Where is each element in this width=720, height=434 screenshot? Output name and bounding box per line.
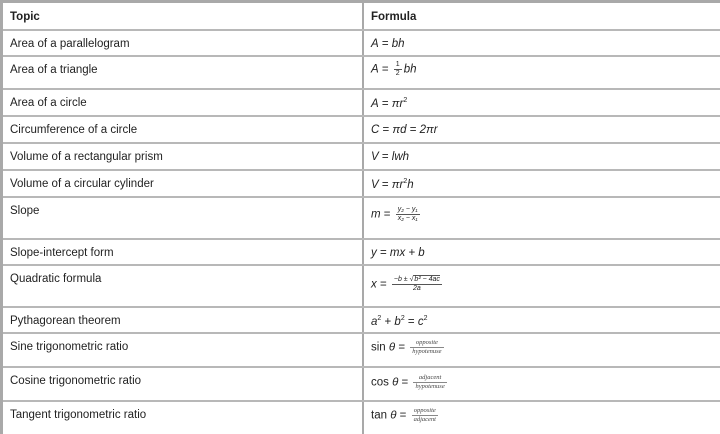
table-row	[3, 56, 720, 89]
table-row	[3, 170, 720, 197]
topic-cell: Slope	[3, 197, 363, 239]
table-row	[3, 367, 720, 401]
table-row	[3, 333, 720, 367]
formula-cell: $V = \pi r^2h$	[363, 170, 720, 197]
header-formula: Formula	[363, 3, 720, 30]
topic-cell: Area of a circle	[3, 89, 363, 116]
formula-cell: sin θ = $\frac{\text{opposite}}{\text{hypotenuse}}$	[363, 333, 720, 367]
fraction: $\frac{\text{opposite}}{\text{hypotenuse}}$	[412, 339, 442, 355]
topic-cell: Area of a triangle	[3, 56, 363, 89]
topic-cell: Quadratic formula	[3, 265, 363, 307]
topic-cell: Slope-intercept form	[3, 239, 363, 265]
formula-cell: C = πd = 2πr	[363, 116, 720, 143]
formula-cell: A = bh	[363, 30, 720, 56]
topic-cell: Circumference of a circle	[3, 116, 363, 143]
formula-cell: cos θ = $\frac{\text{adjacent}}{\text{hypotenuse}}$	[363, 367, 720, 401]
formula-cell: tan θ = $\frac{\text{opposite}}{\text{adjacent}}$	[371, 407, 436, 423]
table-row	[3, 401, 720, 434]
topic-cell: Tangent trigonometric ratio	[3, 401, 363, 434]
fraction: $\frac{\text{y₂ − y₁}}{\text{x₂ − x₁}}$	[397, 206, 418, 222]
fraction: $\frac{\text{−b ± √b² − 4ac}}{2a}$	[393, 276, 440, 292]
formula-cell: V = lwh	[363, 143, 720, 170]
table-row	[3, 307, 720, 333]
topic-cell: Volume of a rectangular prism	[3, 143, 363, 170]
formula-cell: $A = \pi r^2$	[363, 89, 720, 116]
topic-cell: Cosine trigonometric ratio	[3, 367, 363, 401]
formula-cell: x = $\frac{\text{−b ± √b² − 4ac}}{2a}$	[363, 265, 720, 307]
table-row	[3, 30, 720, 56]
fraction: $\frac{\text{opposite}}{\text{adjacent}}$	[413, 407, 436, 423]
formula-cell: m = $\frac{\text{y₂ − y₁}}{\text{x₂ − x₁}}$	[363, 197, 720, 239]
table-row	[3, 265, 720, 307]
header-topic: Topic	[3, 3, 363, 30]
fraction: $\frac{\text{adjacent}}{\text{hypotenuse}}$	[415, 374, 445, 390]
table-row	[3, 197, 720, 239]
table-header-row	[3, 3, 720, 30]
table-row	[3, 239, 720, 265]
formula-table	[3, 3, 720, 434]
table-row	[3, 143, 720, 170]
fraction: $\frac{1}{2}$	[395, 61, 400, 77]
table-row	[3, 89, 720, 116]
topic-cell: Volume of a circular cylinder	[3, 170, 363, 197]
formula-cell: y = mx + b	[363, 239, 720, 265]
topic-cell: Area of a parallelogram	[3, 30, 363, 56]
formula-cell: $a^2 + b^2 = c^2$	[363, 307, 720, 333]
topic-cell: Sine trigonometric ratio	[3, 333, 363, 367]
formula-cell: A = $\frac{1}{2}$ bh	[363, 56, 720, 89]
table-row	[3, 116, 720, 143]
topic-cell: Pythagorean theorem	[3, 307, 363, 333]
